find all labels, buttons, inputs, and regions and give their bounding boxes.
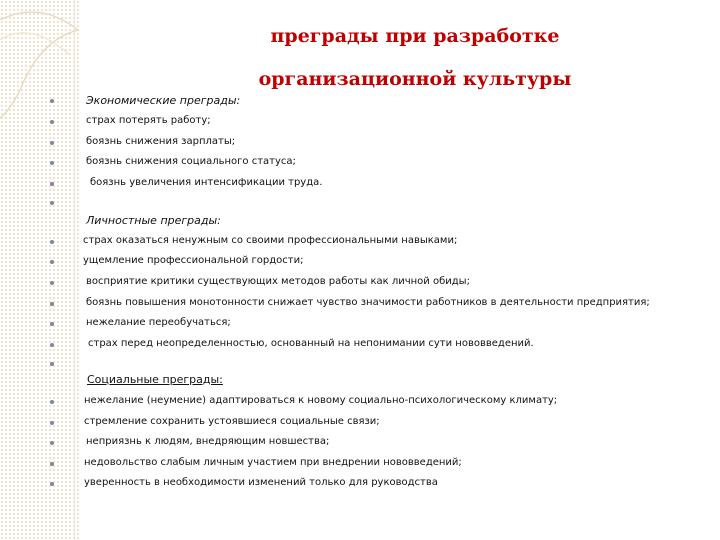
section-heading-personal: Личностные преграды: — [86, 214, 221, 227]
slide-title-line-2: организационной культуры — [258, 68, 572, 90]
bullet-icon — [50, 400, 54, 404]
list-item: недовольство слабым личным участием при внедрении нововведений; — [84, 457, 462, 468]
list-item: неприязнь к людям, внедряющим новшества; — [86, 436, 330, 447]
bullet-icon — [50, 201, 54, 205]
section-heading-economic: Экономические преграды: — [86, 94, 241, 107]
list-item: боязнь снижения социального статуса; — [86, 156, 296, 167]
list-item: страх перед неопределенностью, основанный на непонимании сути нововведений. — [88, 338, 534, 349]
bullet-icon — [50, 441, 54, 445]
bullet-icon — [50, 362, 54, 366]
bullet-icon — [50, 302, 54, 306]
decorative-swirl — [0, 0, 80, 120]
list-item: страх потерять работу; — [86, 115, 211, 126]
bullet-icon — [50, 240, 54, 244]
side-divider — [74, 0, 75, 540]
bullet-icon — [50, 462, 54, 466]
list-item: боязнь увеличения интенсификации труда. — [90, 177, 323, 188]
bullet-icon — [50, 260, 54, 264]
bullet-icon — [50, 182, 54, 186]
list-item: ущемление профессиональной гордости; — [83, 255, 304, 266]
bullet-icon — [50, 343, 54, 347]
slide-title-line-1: преграды при разработке — [270, 25, 560, 47]
bullet-icon — [50, 141, 54, 145]
list-item: нежелание переобучаться; — [86, 317, 231, 328]
list-item: страх оказаться ненужным со своими профессиональными навыками; — [83, 235, 458, 246]
list-item: стремление сохранить устоявшиеся социальные связи; — [84, 416, 380, 427]
list-item: уверенность в необходимости изменений только для руководства — [84, 477, 438, 488]
list-item: восприятие критики существующих методов работы как личной обиды; — [86, 276, 470, 287]
bullet-icon — [50, 120, 54, 124]
section-heading-social: Социальные преграды: — [87, 373, 223, 386]
bullet-icon — [50, 421, 54, 425]
bullet-icon — [50, 161, 54, 165]
bullet-icon — [50, 322, 54, 326]
bullet-icon — [50, 99, 54, 103]
list-item: боязнь повышения монотонности снижает чувство значимости работников в деятельности предприятия; — [86, 297, 650, 308]
list-item: боязнь снижения зарплаты; — [86, 136, 236, 147]
list-item: нежелание (неумение) адаптироваться к новому социально-психологическому климату; — [84, 395, 558, 406]
bullet-icon — [50, 281, 54, 285]
bullet-icon — [50, 482, 54, 486]
